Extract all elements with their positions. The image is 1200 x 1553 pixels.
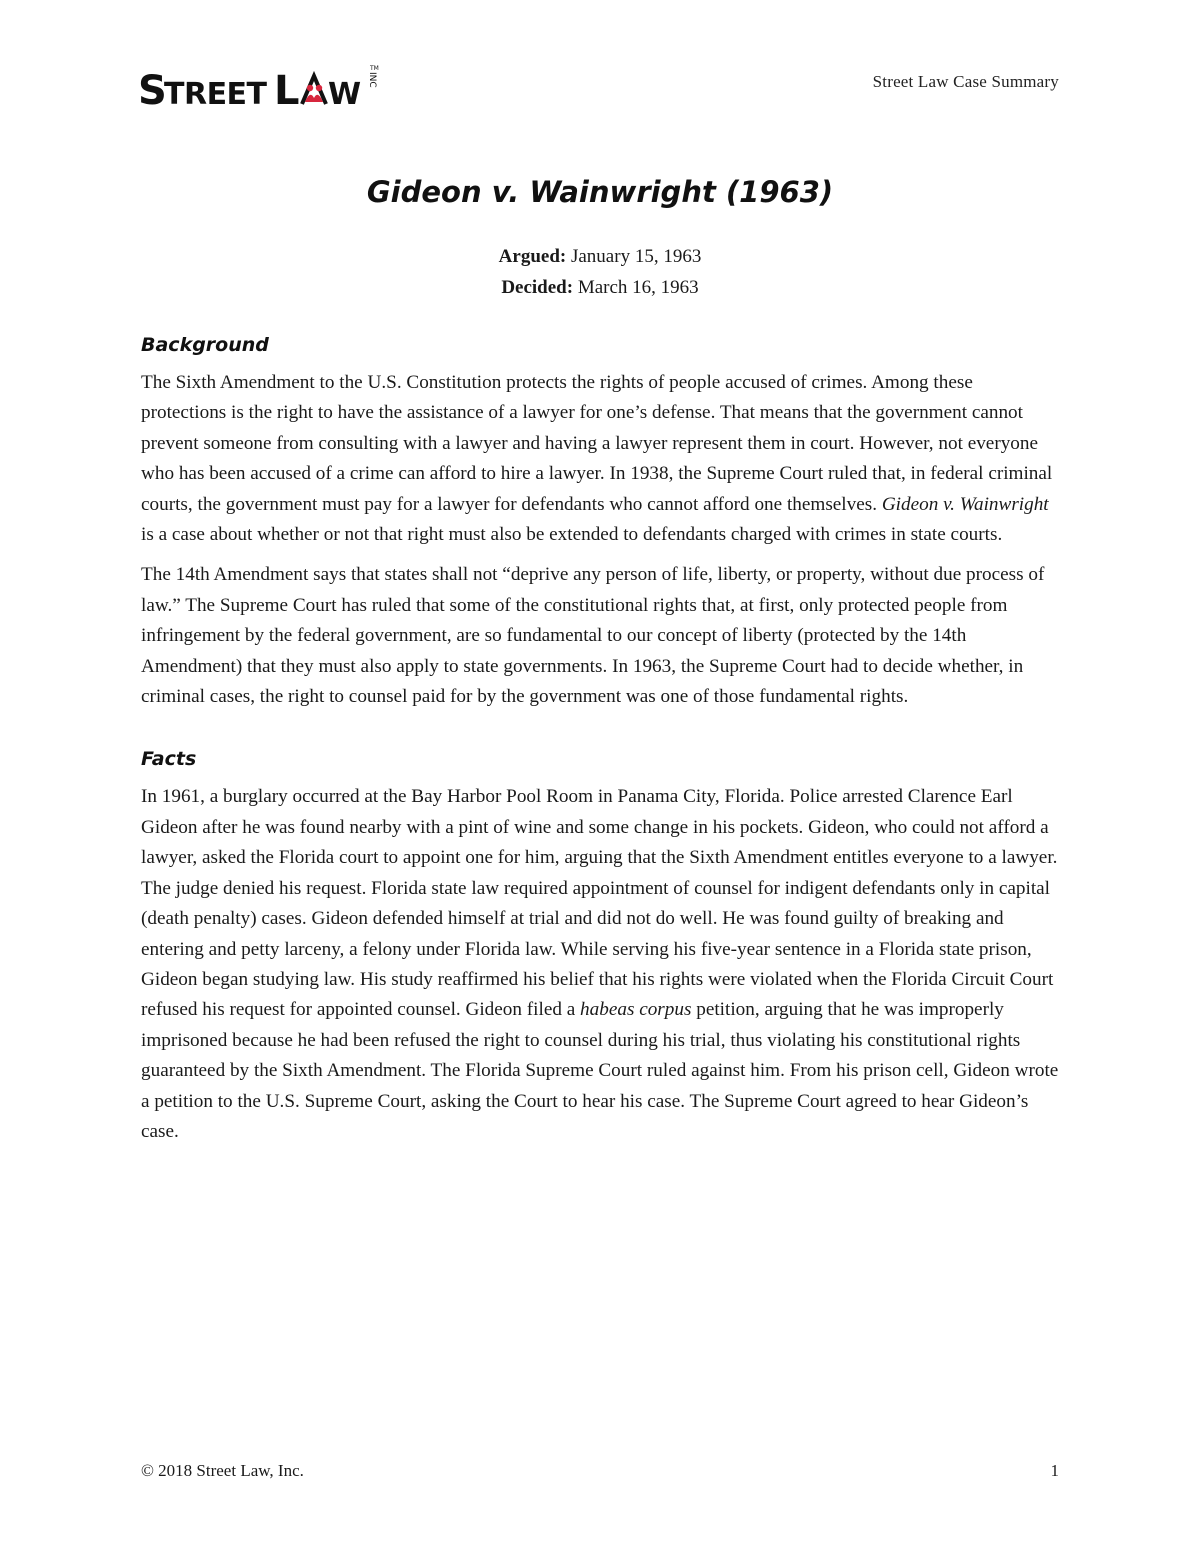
svg-text:L: L <box>274 68 300 114</box>
facts-paragraph-1 <box>141 782 1061 1147</box>
decided-line <box>0 272 1200 303</box>
argued-label: Argued: <box>498 246 567 267</box>
background-p1-text-a: The Sixth Amendment to the U.S. Constitution protects the rights of people accused of crimes. Among these protections is the right to have the assistance of a lawyer for one’s defense. That means that the government cannot prevent someone from consulting with a lawyer and having a lawyer represent them in court. However, not everyone who has been accused of a crime can afford to hire a lawyer. In 1938, the Supreme Court ruled that, in federal criminal courts, the government must pay for a lawyer for defendants who cannot afford one themselves. <box>141 372 1053 515</box>
footer-copyright: © 2018 Street Law, Inc. <box>141 1461 304 1480</box>
facts-p1-text-a: In 1961, a burglary occurred at the Bay Harbor Pool Room in Panama City, Florida. Police arrested Clarence Earl Gideon after he was found nearby with a pint of wine and some change in his pockets. Gideon, who could not afford a lawyer, asked the Florida court to appoint one for him, arguing that the Sixth Amendment entitles everyone to a lawyer. The judge denied his request. Florida state law required appointment of counsel for indigent defendants only in capital (death penalty) cases. Gideon defended himself at trial and did not do well. He was found guilty of breaking and entering and petty larceny, a felony under Florida law. While serving his five-year sentence in a Florida state prison, Gideon began studying law. His study reaffirmed his belief that his rights were violated when the Florida Circuit Court refused his request for appointed counsel. Gideon filed a <box>141 786 1058 1021</box>
argued-line <box>0 241 1200 272</box>
case-title: Gideon v. Wainwright (1963) <box>366 175 834 209</box>
background-paragraph-2: The 14th Amendment says that states shall not “deprive any person of life, liberty, or property, without due process of law.” The Supreme Court has ruled that some of the constitutional rights that, at first, only protected people from infringement by the federal government, are so fundamental to our concept of liberty (protected by the 14th Amendment) that they must also apply to state governments. In 1963, the Supreme Court had to decide whether, in criminal cases, the right to counsel paid for by the government was one of those fundamental rights. <box>141 564 1045 708</box>
decided-label: Decided: <box>501 277 574 298</box>
svg-text:S: S <box>138 68 166 114</box>
background-paragraph-1 <box>141 368 1061 550</box>
decided-value: March 16, 1963 <box>577 277 699 298</box>
people-figure-icon <box>302 76 326 104</box>
svg-text:INC: INC <box>367 72 377 88</box>
svg-text:W: W <box>328 77 362 112</box>
background-p1-text-b: is a case about whether or not that right must also be extended to defendants charged with crimes in state courts. <box>141 524 1003 546</box>
background-heading: Background <box>141 334 269 356</box>
facts-p1-latin-term: habeas corpus <box>580 999 692 1021</box>
street-law-logo-mark <box>138 58 388 118</box>
street-law-logo <box>138 58 388 118</box>
argued-value: January 15, 1963 <box>570 246 702 267</box>
facts-heading: Facts <box>141 748 197 771</box>
case-dates <box>0 241 1200 303</box>
svg-text:TREET: TREET <box>164 77 267 112</box>
svg-text:TM: TM <box>370 65 379 72</box>
background-p1-case-name: Gideon v. Wainwright <box>881 493 1049 515</box>
facts-p1-text-b: petition, arguing that he was improperly imprisoned because he had been refused the right to counsel during his trial, thus violating his constitutional rights guaranteed by the Sixth Amendment. The Florida Supreme Court ruled against him. From his prison cell, Gideon wrote a petition to the U.S. Supreme Court, asking the Court to hear his case. The Supreme Court agreed to hear Gideon’s case. <box>141 999 1059 1142</box>
case-content <box>141 334 1061 1157</box>
document-type-label: Street Law Case Summary <box>872 72 1059 91</box>
footer-page-number: 1 <box>1050 1461 1059 1480</box>
